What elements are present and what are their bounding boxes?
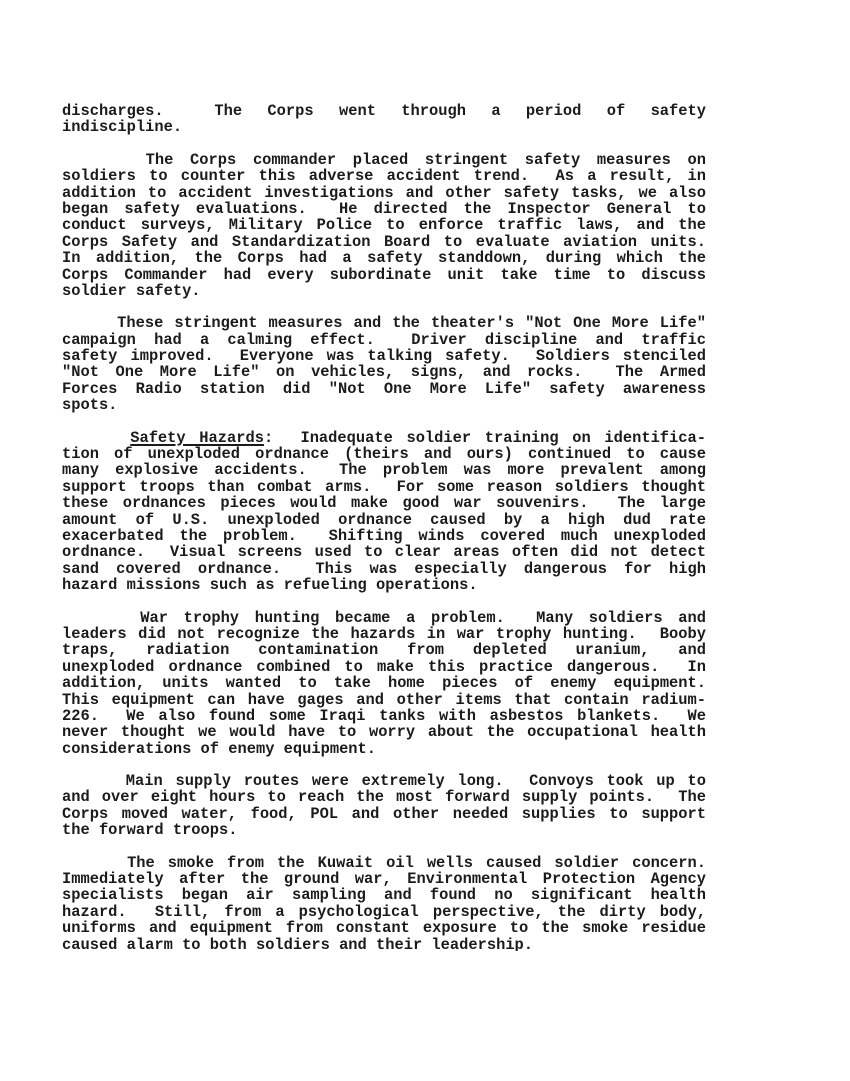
text-line: War trophy hunting became a problem. Many soldiers and bbox=[62, 608, 706, 627]
text-line: conduct surveys, Military Police to enforce traffic laws, and the bbox=[62, 216, 706, 235]
text-line: tion of unexploded ordnance (theirs and ours) continued to cause bbox=[62, 445, 706, 464]
underlined-heading: Safety Hazards bbox=[130, 428, 264, 447]
text-line: indiscipline. bbox=[62, 118, 183, 137]
text-line: specialists began air sampling and found no significant health bbox=[62, 886, 706, 905]
text-line: "Not One More Life" on vehicles, signs, and rocks. The Armed bbox=[62, 363, 706, 382]
text-line: traps, radiation contamination from depleted uranium, and bbox=[62, 641, 706, 660]
text-line: leaders did not recognize the hazards in war trophy hunting. Booby bbox=[62, 624, 706, 643]
text-line: Forces Radio station did "Not One More Life" safety awareness bbox=[62, 379, 706, 398]
text-line: caused alarm to both soldiers and their leadership. bbox=[62, 935, 534, 951]
text-line: hazard missions such as refueling operations. bbox=[62, 576, 478, 595]
text-line: Corps Safety and Standardization Board to evaluate aviation units. bbox=[62, 232, 706, 251]
paragraph bbox=[62, 610, 706, 758]
paragraph bbox=[62, 855, 706, 951]
paragraph bbox=[62, 430, 706, 594]
document-text bbox=[62, 103, 706, 951]
text-line: many explosive accidents. The problem was more prevalent among bbox=[62, 461, 706, 480]
text-line: soldier safety. bbox=[62, 281, 201, 300]
text-line: the forward troops. bbox=[62, 821, 238, 840]
text-line: spots. bbox=[62, 396, 118, 415]
text-line: Safety Hazards: Inadequate soldier training on identifica- bbox=[130, 428, 706, 447]
text-line: The smoke from the Kuwait oil wells caused soldier concern. bbox=[62, 853, 706, 872]
text-line: safety improved. Everyone was talking safety. Soldiers stenciled bbox=[62, 347, 706, 366]
text-line: This equipment can have gages and other items that contain radium- bbox=[62, 690, 706, 709]
text-line: began safety evaluations. He directed the Inspector General to bbox=[62, 199, 706, 218]
text-line: ordnance. Visual screens used to clear areas often did not detect bbox=[62, 543, 706, 562]
text-line: amount of U.S. unexploded ordnance caused by a high dud rate bbox=[62, 510, 706, 529]
text-line: these ordnances pieces would make good war souvenirs. The large bbox=[62, 494, 706, 513]
text-line: 226. We also found some Iraqi tanks with asbestos blankets. We bbox=[62, 706, 706, 725]
text-line: uniforms and equipment from constant exposure to the smoke residue bbox=[62, 919, 706, 938]
text-line: and over eight hours to reach the most forward supply points. The bbox=[62, 788, 706, 807]
text-line: discharges. The Corps went through a period of safety bbox=[62, 103, 706, 120]
text-line: never thought we would have to worry about the occupational health bbox=[62, 723, 706, 742]
text-line: These stringent measures and the theater's "Not One More Life" bbox=[62, 314, 706, 333]
paragraph bbox=[62, 315, 706, 413]
text-line: The Corps commander placed stringent safety measures on bbox=[62, 150, 706, 169]
paragraph bbox=[62, 773, 706, 839]
paragraph bbox=[62, 103, 706, 136]
text-line: sand covered ordnance. This was especially dangerous for high bbox=[62, 559, 706, 578]
text-line: addition to accident investigations and other safety tasks, we also bbox=[62, 183, 706, 202]
text-line: exacerbated the problem. Shifting winds covered much unexploded bbox=[62, 526, 706, 545]
text-line: Immediately after the ground war, Environmental Protection Agency bbox=[62, 870, 706, 889]
text-line: Main supply routes were extremely long. Convoys took up to bbox=[62, 772, 706, 791]
text-line: unexploded ordnance combined to make this practice dangerous. In bbox=[62, 657, 706, 676]
text-line: addition, units wanted to take home pieces of enemy equipment. bbox=[62, 674, 706, 693]
text-line: Corps Commander had every subordinate unit take time to discuss bbox=[62, 265, 706, 284]
text-line: hazard. Still, from a psychological perspective, the dirty body, bbox=[62, 902, 706, 921]
paragraph bbox=[62, 152, 706, 300]
text-line: soldiers to counter this adverse accident trend. As a result, in bbox=[62, 167, 706, 186]
text-line: considerations of enemy equipment. bbox=[62, 739, 377, 758]
text-line: campaign had a calming effect. Driver discipline and traffic bbox=[62, 330, 706, 349]
text-line: Corps moved water, food, POL and other needed supplies to support bbox=[62, 804, 706, 823]
text-line: In addition, the Corps had a safety standdown, during which the bbox=[62, 249, 706, 268]
text-line: support troops than combat arms. For some reason soldiers thought bbox=[62, 477, 706, 496]
